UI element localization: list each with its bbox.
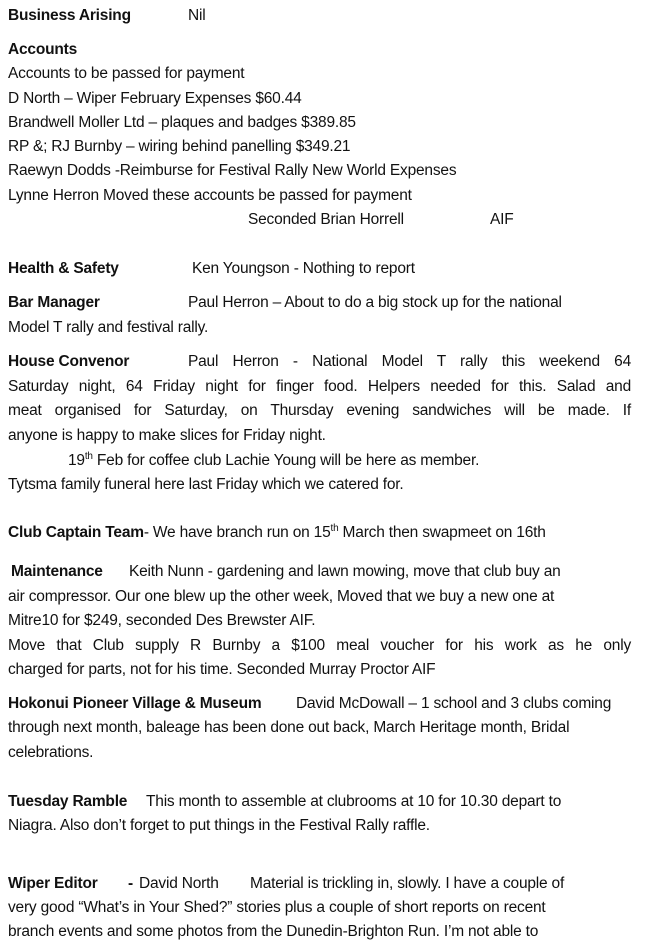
wiper-editor-dash: - bbox=[128, 875, 133, 892]
club-captain-heading: Club Captain Team bbox=[8, 524, 144, 541]
wiper-editor-line: branch events and some photos from the Dunedin-Brighton Run. I’m not able to bbox=[8, 923, 539, 940]
business-arising-value: Nil bbox=[188, 7, 206, 24]
maintenance-text: Keith Nunn - gardening and lawn mowing, move that club buy an bbox=[129, 563, 561, 580]
bar-manager-line: Model T rally and festival rally. bbox=[8, 319, 209, 336]
accounts-aif: AIF bbox=[490, 211, 514, 228]
club-captain-row: Club Captain Team- We have branch run on 15th March then swapmeet on 16th bbox=[8, 523, 546, 541]
hokonui-line: through next month, baleage has been done out back, March Heritage month, Bridal bbox=[8, 719, 570, 736]
accounts-line: Raewyn Dodds -Reimburse for Festival Rally New World Expenses bbox=[8, 162, 457, 179]
tuesday-ramble-text: This month to assemble at clubrooms at 10 for 10.30 depart to bbox=[146, 793, 562, 810]
hokonui-row bbox=[8, 694, 631, 714]
health-safety-text: Ken Youngson - Nothing to report bbox=[192, 260, 415, 277]
hokonui-text: David McDowall – 1 school and 3 clubs coming bbox=[296, 695, 612, 712]
accounts-heading: Accounts bbox=[8, 41, 78, 58]
business-arising-row bbox=[8, 6, 631, 26]
accounts-line: Lynne Herron Moved these accounts be passed for payment bbox=[8, 187, 412, 204]
accounts-line: Accounts to be passed for payment bbox=[8, 65, 245, 82]
maintenance-heading: Maintenance bbox=[11, 563, 103, 580]
tuesday-ramble-row bbox=[8, 792, 631, 812]
wiper-editor-line: very good “What’s in Your Shed?” stories plus a couple of short reports on recent bbox=[8, 899, 546, 916]
maintenance-line: Move that Club supply R Burnby a $100 meal voucher for his work as he only bbox=[8, 637, 631, 654]
house-convenor-heading: House Convenor bbox=[8, 353, 130, 370]
house-convenor-line: Tytsma family funeral here last Friday which we catered for. bbox=[8, 476, 404, 493]
maintenance-line: charged for parts, not for his time. Seconded Murray Proctor AIF bbox=[8, 661, 436, 678]
health-safety-row bbox=[8, 259, 631, 279]
wiper-editor-author: David North bbox=[139, 875, 219, 892]
house-convenor-row bbox=[8, 352, 631, 372]
business-arising-heading: Business Arising bbox=[8, 7, 131, 24]
house-convenor-line: meat organised for Saturday, on Thursday evening sandwiches will be made. If bbox=[8, 402, 631, 419]
wiper-editor-text: Material is trickling in, slowly. I have a couple of bbox=[250, 875, 565, 892]
bar-manager-heading: Bar Manager bbox=[8, 294, 100, 311]
accounts-line: Brandwell Moller Ltd – plaques and badges $389.85 bbox=[8, 114, 356, 131]
tuesday-ramble-heading: Tuesday Ramble bbox=[8, 793, 128, 810]
maintenance-row bbox=[11, 562, 631, 582]
house-convenor-line: Saturday night, 64 Friday night for finger food. Helpers needed for this. Salad and bbox=[8, 378, 631, 395]
house-convenor-text: Paul Herron - National Model T rally this weekend 64 bbox=[188, 353, 631, 370]
tuesday-ramble-line: Niagra. Also don’t forget to put things in the Festival Rally raffle. bbox=[8, 817, 430, 834]
hokonui-line: celebrations. bbox=[8, 744, 94, 761]
bar-manager-text: Paul Herron – About to do a big stock up for the national bbox=[188, 294, 562, 311]
accounts-line: RP &; RJ Burnby – wiring behind panelling $349.21 bbox=[8, 138, 351, 155]
accounts-line: D North – Wiper February Expenses $60.44 bbox=[8, 90, 302, 107]
hokonui-heading: Hokonui Pioneer Village & Museum bbox=[8, 695, 262, 712]
coffee-club-line: 19th Feb for coffee club Lachie Young will be here as member. bbox=[68, 451, 480, 469]
health-safety-heading: Health & Safety bbox=[8, 260, 119, 277]
wiper-editor-heading: Wiper Editor bbox=[8, 875, 98, 892]
bar-manager-row bbox=[8, 293, 631, 313]
wiper-editor-row bbox=[8, 874, 631, 894]
maintenance-line: Mitre10 for $249, seconded Des Brewster AIF. bbox=[8, 612, 316, 629]
maintenance-line: air compressor. Our one blew up the other week, Moved that we buy a new one at bbox=[8, 588, 555, 605]
house-convenor-line: anyone is happy to make slices for Friday night. bbox=[8, 427, 326, 444]
accounts-seconded: Seconded Brian Horrell bbox=[248, 211, 404, 228]
